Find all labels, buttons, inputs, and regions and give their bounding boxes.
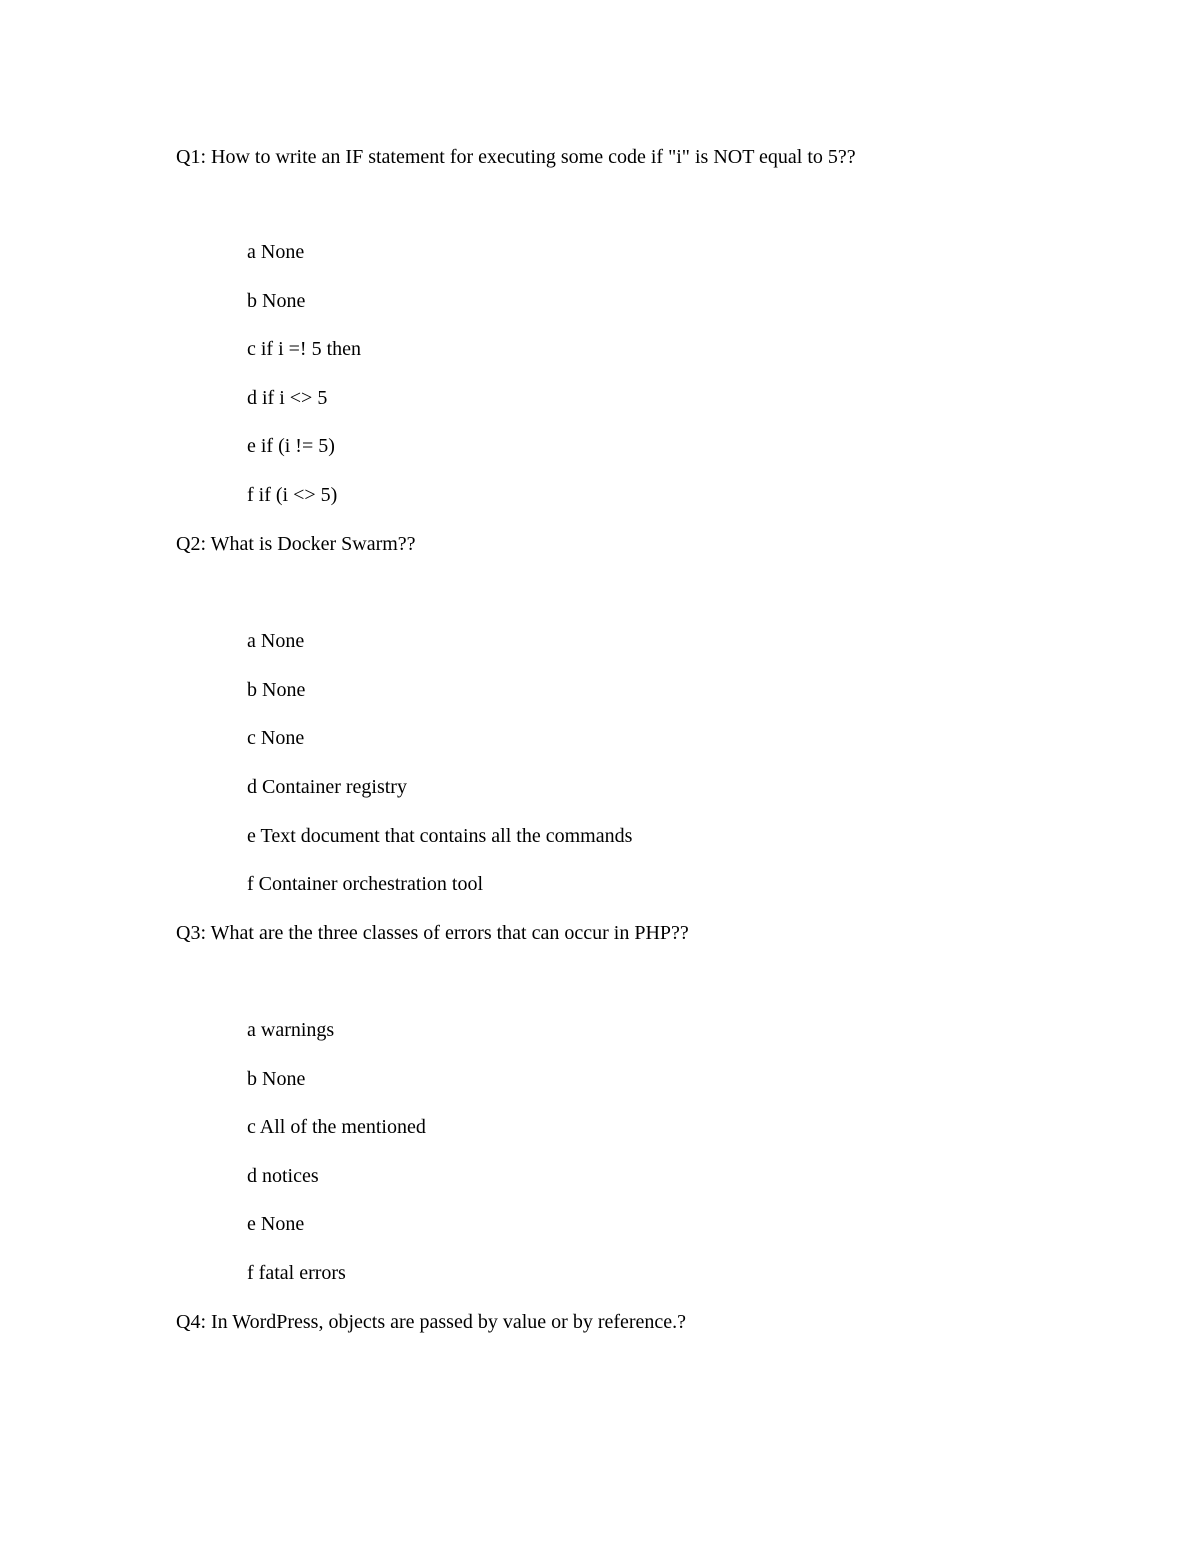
question-2-option-f: f Container orchestration tool [247, 873, 484, 895]
question-1-option-d: d if i <> 5 [247, 387, 328, 409]
question-3-option-e: e None [247, 1213, 305, 1235]
question-3-option-a: a warnings [247, 1019, 335, 1041]
question-2-option-b: b None [247, 679, 306, 701]
question-1-option-b: b None [247, 290, 306, 312]
question-1-option-e: e if (i != 5) [247, 435, 335, 457]
question-1: Q1: How to write an IF statement for executing some code if "i" is NOT equal to 5?? [176, 146, 856, 168]
question-3-option-d: d notices [247, 1165, 319, 1187]
question-2-option-a: a None [247, 630, 305, 652]
question-3-option-c: c All of the mentioned [247, 1116, 426, 1138]
question-2-option-d: d Container registry [247, 776, 407, 798]
question-2: Q2: What is Docker Swarm?? [176, 533, 416, 555]
question-2-option-e: e Text document that contains all the commands [247, 825, 633, 847]
question-4: Q4: In WordPress, objects are passed by value or by reference.? [176, 1311, 687, 1333]
question-1-option-f: f if (i <> 5) [247, 484, 338, 506]
question-3-option-f: f fatal errors [247, 1262, 346, 1284]
question-2-option-c: c None [247, 727, 305, 749]
question-1-option-a: a None [247, 241, 305, 263]
question-1-option-c: c if i =! 5 then [247, 338, 362, 360]
question-3: Q3: What are the three classes of errors that can occur in PHP?? [176, 922, 689, 944]
question-3-option-b: b None [247, 1068, 306, 1090]
